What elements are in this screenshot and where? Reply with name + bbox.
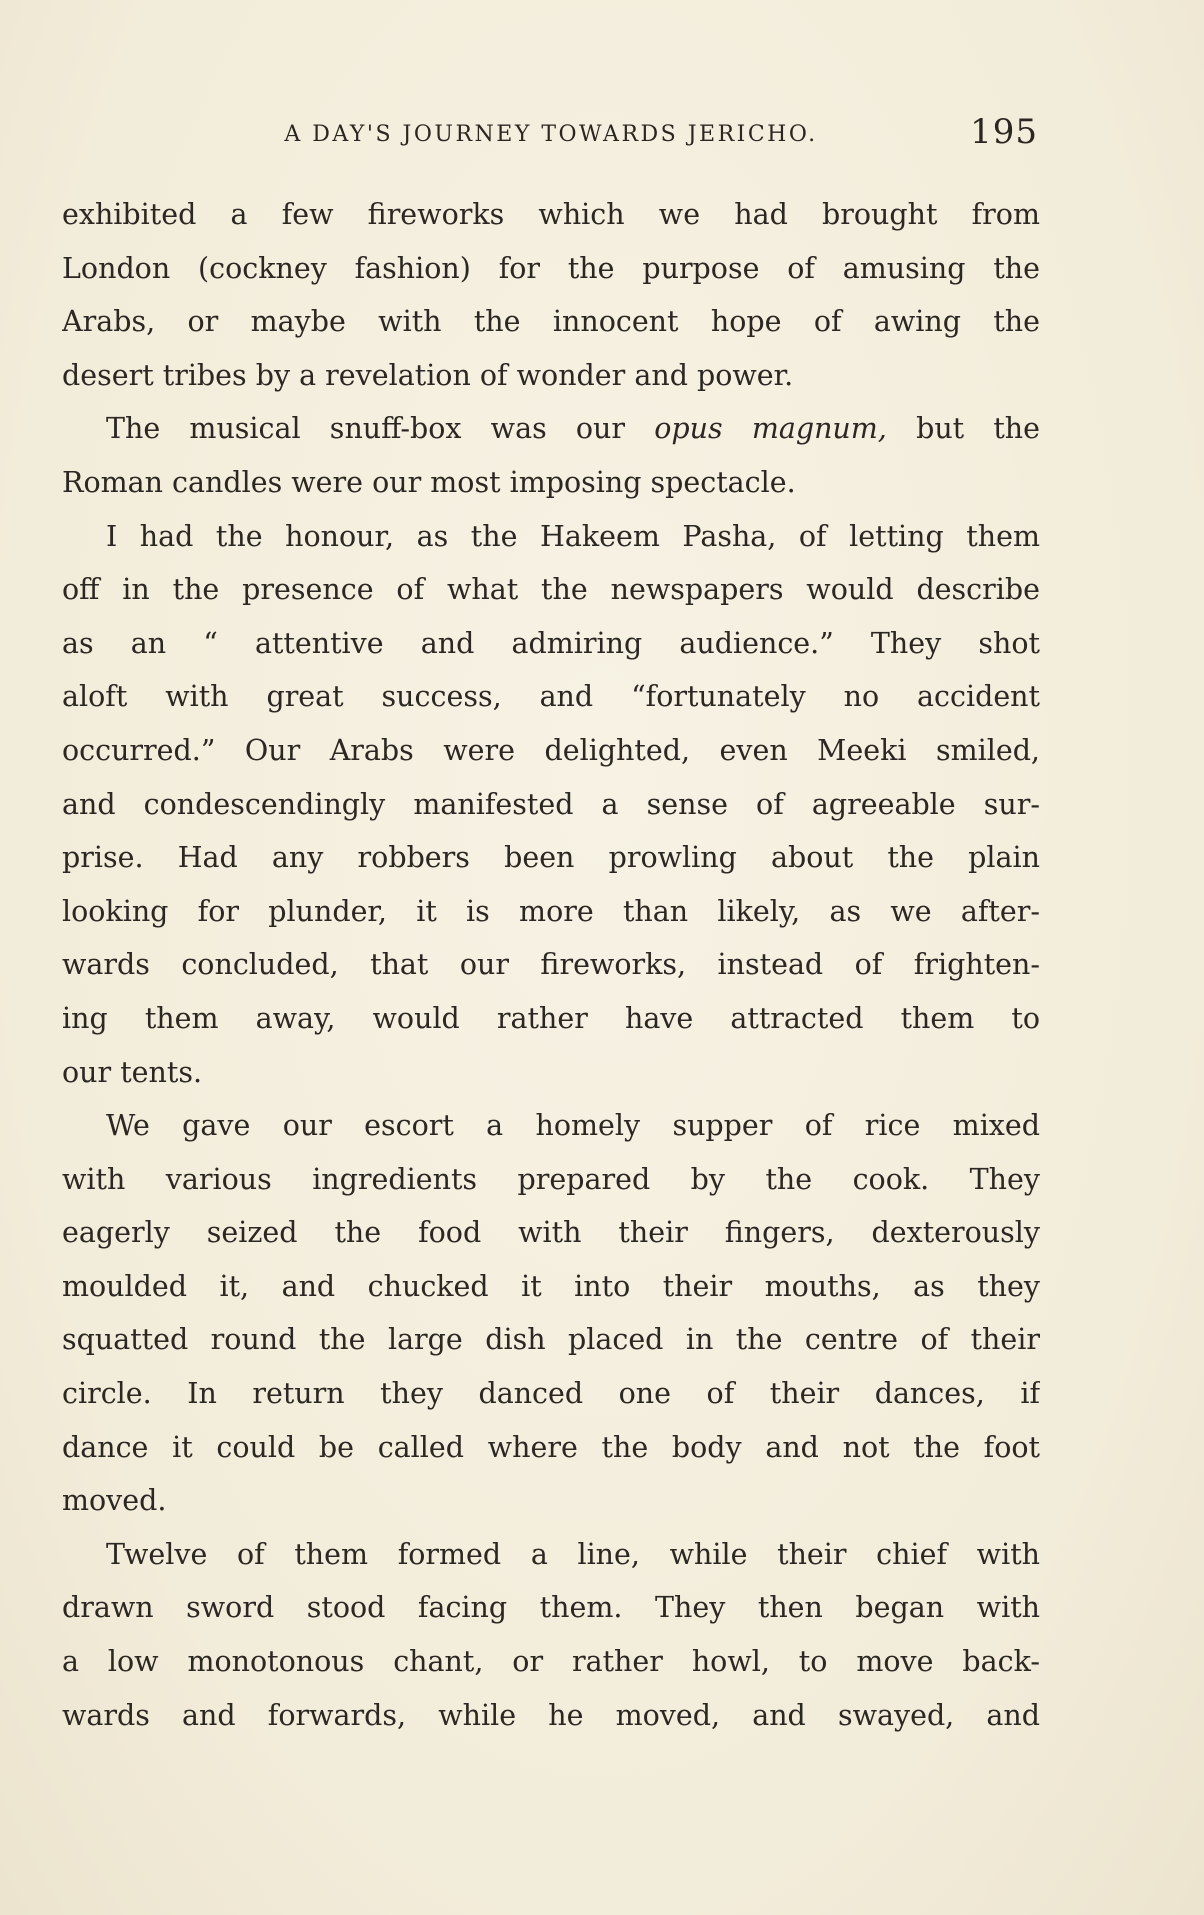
text-line: London (cockney fashion) for the purpose of amusing the (62, 251, 1040, 285)
text-line: aloft with great success, and “fortunately no accident (62, 680, 1040, 714)
text-line-with-italic (62, 402, 1040, 456)
text-line: eagerly seized the food with their fingers, dexterously (62, 1216, 1040, 1250)
text-line: Arabs, or maybe with the innocent hope of awing the (62, 305, 1040, 339)
text-line: as an “ attentive and admiring audience.” They shot (62, 626, 1040, 660)
text-line: moulded it, and chucked it into their mouths, as they (62, 1269, 1040, 1303)
text-line: our tents. (62, 1055, 203, 1089)
text-line: looking for plunder, it is more than likely, as we after- (62, 894, 1040, 928)
text-line: dance it could be called where the body and not the foot (62, 1430, 1040, 1464)
line-start: The musical snuff-box was our (106, 412, 626, 446)
text-line: I had the honour, as the Hakeem Pasha, of letting them (106, 519, 1040, 553)
running-head: A DAY'S JOURNEY TOWARDS JERICHO. (284, 122, 818, 147)
text-line: drawn sword stood facing them. They then began with (62, 1591, 1040, 1625)
text-line: off in the presence of what the newspapers would describe (62, 573, 1040, 607)
text-line: ing them away, would rather have attracted them to (62, 1001, 1040, 1035)
text-line: desert tribes by a revelation of wonder and power. (62, 358, 794, 392)
text-line: We gave our escort a homely supper of rice mixed (106, 1109, 1040, 1143)
text-line: with various ingredients prepared by the cook. They (62, 1162, 1040, 1196)
text-line: Roman candles were our most imposing spectacle. (62, 465, 796, 499)
text-line: occurred.” Our Arabs were delighted, even Meeki smiled, (62, 733, 1040, 767)
text-line: wards concluded, that our fireworks, instead of frighten- (62, 948, 1040, 982)
text-line: moved. (62, 1484, 167, 1518)
text-line: exhibited a few fireworks which we had brought from (62, 198, 1040, 231)
text-line: a low monotonous chant, or rather howl, to move back- (62, 1645, 1040, 1679)
body-text (62, 188, 1040, 1742)
page-number: 195 (970, 112, 1038, 152)
text-line: wards and forwards, while he moved, and swayed, and (62, 1698, 1040, 1732)
line-end: but the (916, 412, 1040, 446)
text-line: Twelve of them formed a line, while their chief with (106, 1537, 1040, 1571)
text-line: prise. Had any robbers been prowling about the plain (62, 841, 1040, 875)
page-header (62, 112, 1040, 162)
italic-phrase: opus magnum, (654, 412, 887, 446)
text-line: circle. In return they danced one of their dances, if (62, 1377, 1040, 1411)
text-line: squatted round the large dish placed in the centre of their (62, 1323, 1040, 1357)
text-line: and condescendingly manifested a sense of agreeable sur- (62, 787, 1040, 821)
